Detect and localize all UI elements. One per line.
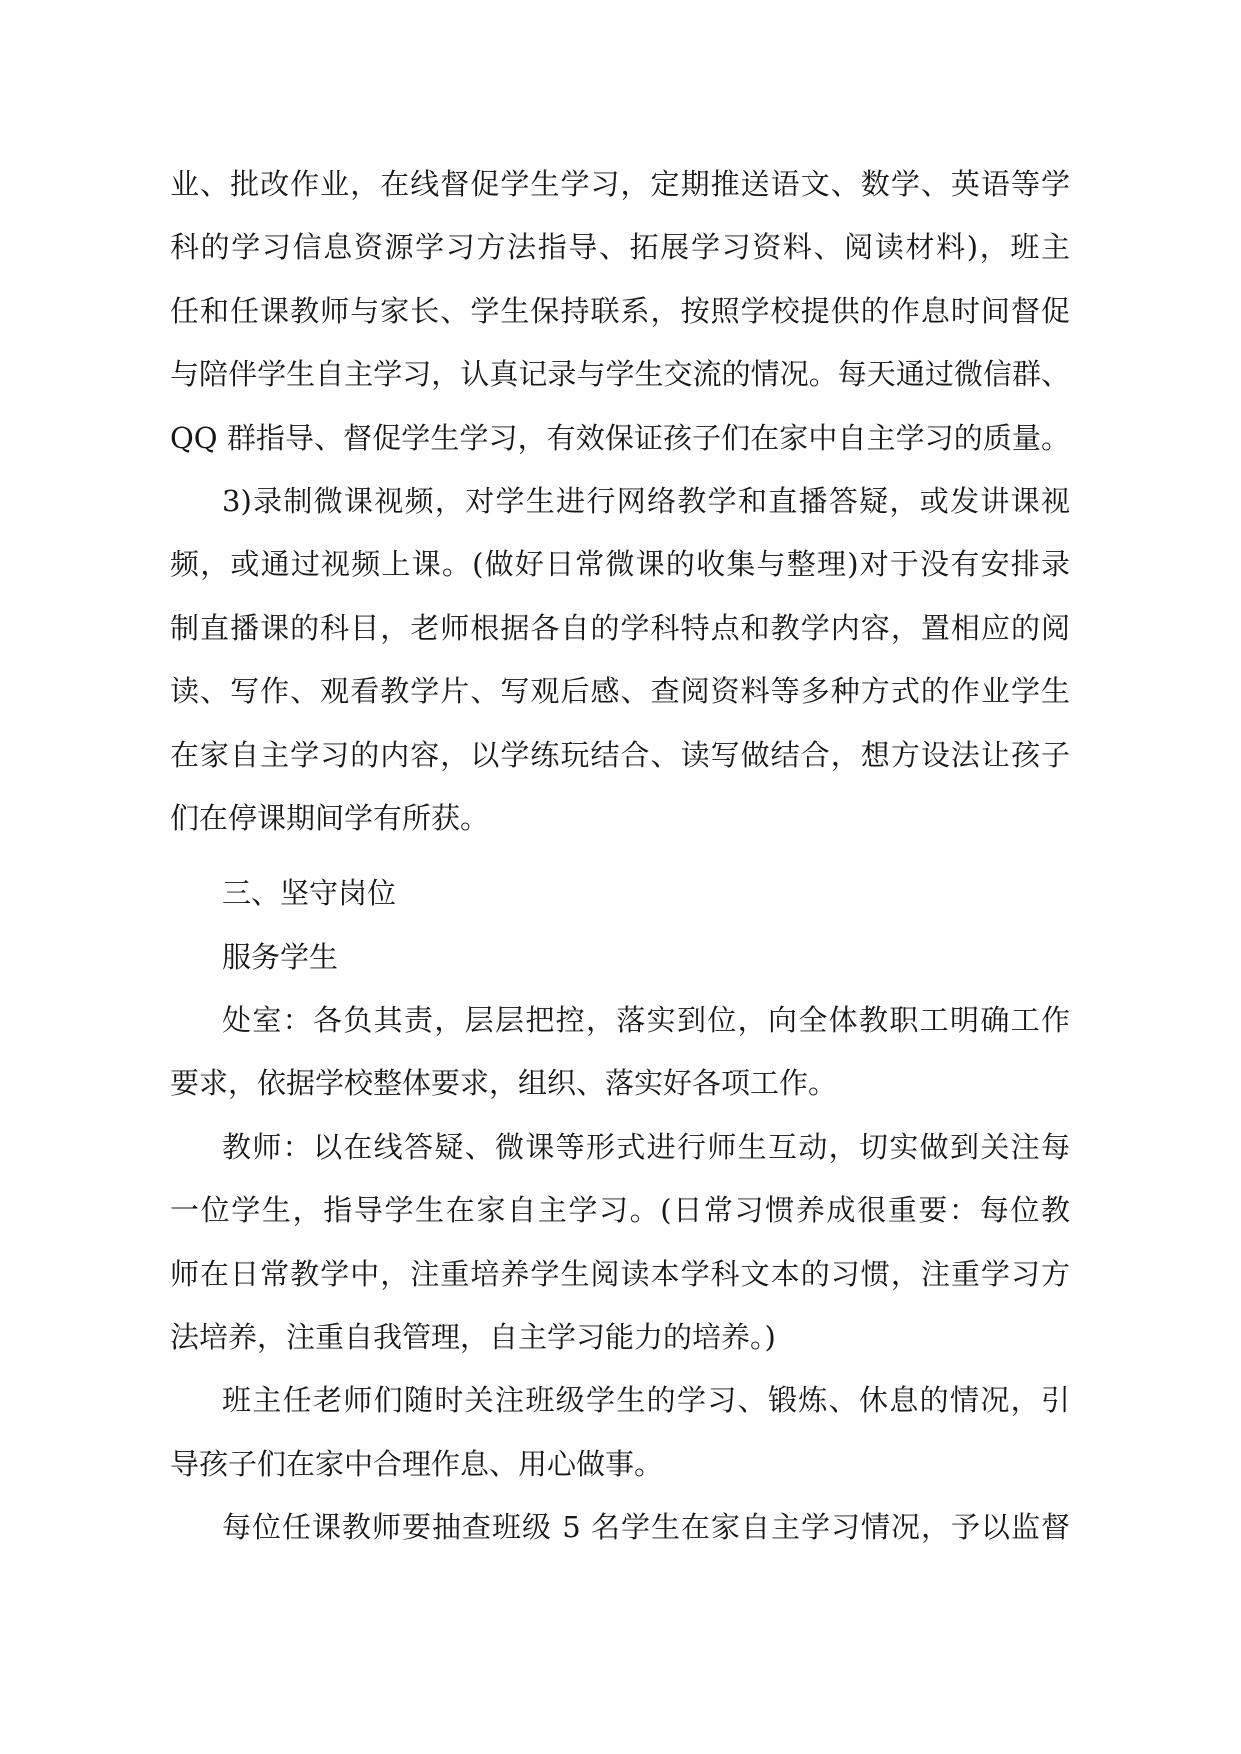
paragraph <box>170 153 1070 470</box>
paragraph <box>170 1116 1070 1370</box>
text-line: 每位任课教师要抽查班级 5 名学生在家自主学习情况，予以监督 <box>222 1510 1070 1545</box>
text-line: 任和任课教师与家长、学生保持联系，按照学校提供的作息时间督促 <box>170 293 1070 328</box>
section-heading <box>170 862 1070 925</box>
text-line: 科的学习信息资源学习方法指导、拓展学习资料、阅读材料)，班主 <box>170 230 1070 265</box>
paragraph <box>170 470 1070 850</box>
text-line: 处室：各负其责，层层把控，落实到位，向全体教职工明确工作 <box>222 1003 1070 1038</box>
text-line: 业、批改作业，在线督促学生学习，定期推送语文、数学、英语等学 <box>170 167 1070 201</box>
text-line: 在家自主学习的内容，以学练玩结合、读写做结合，想方设法让孩子 <box>170 737 1070 772</box>
text-line: 一位学生，指导学生在家自主学习。(日常习惯养成很重要：每位教 <box>170 1193 1070 1228</box>
text-line: 与陪伴学生自主学习，认真记录与学生交流的情况。每天通过微信群、 <box>170 357 1070 392</box>
text-line: 班主任老师们随时关注班级学生的学习、锻炼、休息的情况，引 <box>222 1383 1070 1418</box>
text-line: 制直播课的科目，老师根据各自的学科特点和教学内容，置相应的阅 <box>170 610 1070 645</box>
subheading-line: 服务学生 <box>222 939 339 974</box>
text-line: 们在停课期间学有所获。 <box>170 800 490 835</box>
paragraph <box>170 1496 1070 1559</box>
text-line: 教师：以在线答疑、微课等形式进行师生互动，切实做到关注每 <box>222 1129 1070 1164</box>
text-line: 法培养，注重自我管理，自主学习能力的培养。) <box>170 1320 776 1355</box>
paragraph <box>170 989 1070 1116</box>
paragraph <box>170 1369 1070 1496</box>
text-line: 导孩子们在家中合理作息、用心做事。 <box>170 1446 664 1481</box>
text-line: 要求，依据学校整体要求，组织、落实好各项工作。 <box>170 1066 838 1101</box>
text-line: 频，或通过视频上课。(做好日常微课的收集与整理)对于没有安排录 <box>170 547 1070 582</box>
heading-line: 三、坚守岗位 <box>222 876 397 911</box>
text-line: 3)录制微课视频，对学生进行网络教学和直播答疑，或发讲课视 <box>222 483 1070 518</box>
document-page <box>170 153 1070 1560</box>
section-subheading <box>170 926 1070 989</box>
text-line: 师在日常教学中，注重培养学生阅读本学科文本的习惯，注重学习方 <box>170 1256 1070 1291</box>
text-line: 读、写作、观看教学片、写观后感、查阅资料等多种方式的作业学生 <box>170 674 1070 709</box>
text-line: QQ 群指导、督促学生学习，有效保证孩子们在家中自主学习的质量。 <box>170 420 1070 455</box>
